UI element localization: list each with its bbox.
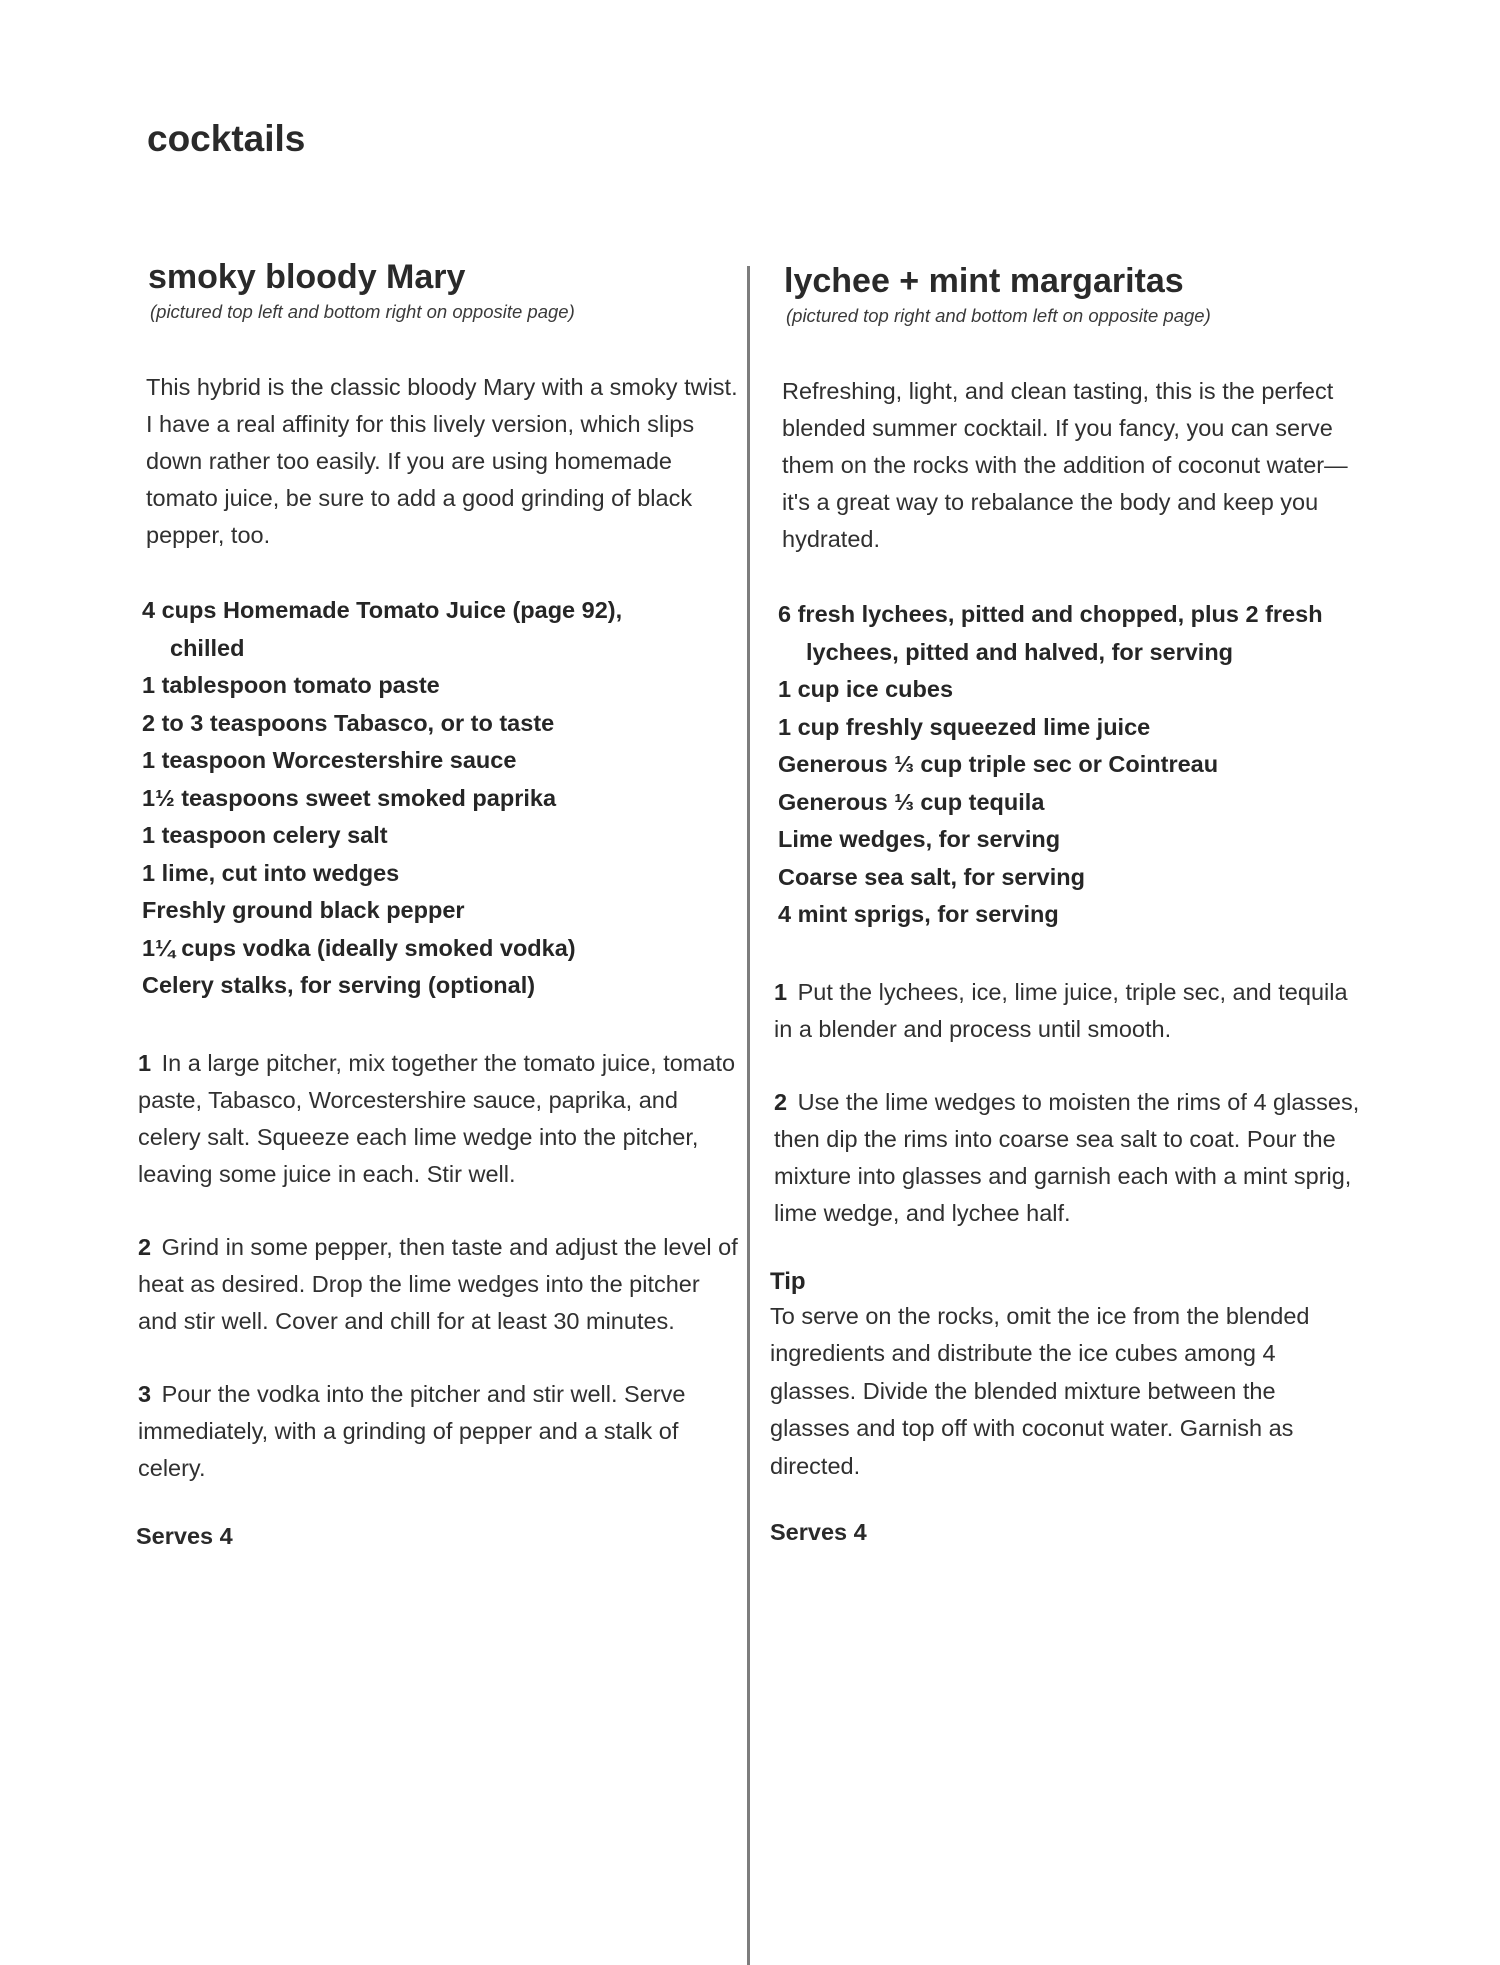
- ingredient-item: 2 to 3 teaspoons Tabasco, or to taste: [142, 709, 555, 736]
- step-number: 1: [138, 1049, 152, 1076]
- ingredient-item: 1 cup freshly squeezed lime juice: [778, 713, 1151, 740]
- ingredient-item: 1 cup ice cubes: [778, 676, 954, 702]
- ingredient-list: [142, 592, 702, 1005]
- ingredient-item: 1 teaspoon celery salt: [142, 822, 388, 848]
- recipe-title: lychee + mint margaritas: [784, 262, 1184, 300]
- ingredient-item: 1 lime, cut into wedges: [142, 859, 400, 886]
- step-number: 3: [138, 1380, 152, 1407]
- method-step: [138, 1045, 738, 1193]
- ingredient-item: Generous ⅓ cup triple sec or Cointreau: [778, 751, 1219, 777]
- method-step: [774, 974, 1364, 1048]
- ingredient-item: 4 cups Homemade Tomato Juice (page 92), chilled: [142, 597, 623, 661]
- ingredient-item: Generous ⅓ cup tequila: [778, 788, 1045, 815]
- ingredient-item: Freshly ground black pepper: [142, 897, 465, 923]
- recipe-lychee-mint-margaritas: [770, 262, 1390, 1546]
- ingredient-item: 1¼ cups vodka (ideally smoked vodka): [142, 934, 576, 961]
- tip-heading: Tip: [770, 1267, 806, 1295]
- recipe-smoky-bloody-mary: [134, 258, 754, 1550]
- recipe-title: smoky bloody Mary: [148, 258, 466, 296]
- method-step: [138, 1376, 738, 1487]
- ingredient-item: 1 teaspoon Worcestershire sauce: [142, 747, 517, 773]
- step-number: 2: [774, 1088, 788, 1115]
- ingredient-item: Coarse sea salt, for serving: [778, 863, 1085, 890]
- method-step: [774, 1084, 1384, 1232]
- serves-count: Serves 4: [136, 1522, 233, 1549]
- recipe-intro: This hybrid is the classic bloody Mary with a smoky twist. I have a real affinity for this lively version, which slips down rather too easily. If you are using homemade tomato juice, be sure to add a good grinding of black pepper, too.: [146, 374, 738, 548]
- step-number: 2: [138, 1233, 152, 1260]
- step-text: Pour the vodka into the pitcher and stir well. Serve immediately, with a grinding of pepper and a stalk of celery.: [138, 1380, 686, 1481]
- ingredient-item: 1½ teaspoons sweet smoked paprika: [142, 784, 557, 811]
- ingredient-item: 1 tablespoon tomato paste: [142, 672, 440, 698]
- tip-text: To serve on the rocks, omit the ice from the blended ingredients and distribute the ice cubes among 4 glasses. Divide the blended mixture between the glasses and top off with coconut water. Garnish as directed.: [770, 1302, 1310, 1479]
- method-step: [138, 1229, 738, 1340]
- step-text: Grind in some pepper, then taste and adjust the level of heat as desired. Drop the lime wedges into the pitcher and stir well. Cover and chill for at least 30 minutes.: [138, 1233, 738, 1334]
- ingredient-item: 6 fresh lychees, pitted and chopped, plus 2 fresh lychees, pitted and halved, for serving: [778, 601, 1323, 665]
- recipe-note: (pictured top right and bottom left on opposite page): [786, 305, 1211, 326]
- ingredient-item: Celery stalks, for serving (optional): [142, 972, 536, 998]
- ingredient-item: Lime wedges, for serving: [778, 826, 1061, 852]
- serves-count: Serves 4: [770, 1519, 867, 1545]
- step-text: Use the lime wedges to moisten the rims of 4 glasses, then dip the rims into coarse sea salt to coat. Pour the mixture into glasses and garnish each with a mint sprig, lime wedge, and lychee half.: [774, 1088, 1360, 1226]
- step-number: 1: [774, 978, 788, 1005]
- ingredient-item: 4 mint sprigs, for serving: [778, 901, 1059, 927]
- recipe-intro: Refreshing, light, and clean tasting, this is the perfect blended summer cocktail. If you fancy, you can serve them on the rocks with the addition of coconut water—it's a great way to rebalance the body and keep you hydrated.: [782, 378, 1348, 552]
- section-title: cocktails: [147, 118, 306, 159]
- recipe-note: (pictured top left and bottom right on opposite page): [150, 301, 575, 322]
- ingredient-list: [778, 596, 1398, 934]
- step-text: In a large pitcher, mix together the tomato juice, tomato paste, Tabasco, Worcestershire sauce, paprika, and celery salt. Squeeze each lime wedge into the pitcher, leaving some juice in each. Stir well.: [138, 1049, 736, 1187]
- step-text: Put the lychees, ice, lime juice, triple sec, and tequila in a blender and process until smooth.: [774, 978, 1348, 1042]
